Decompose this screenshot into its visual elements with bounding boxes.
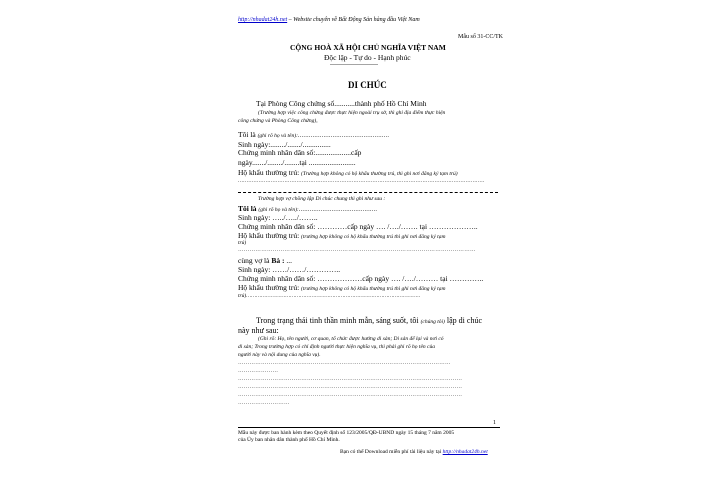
husband-address-label: Hộ khẩu thường trú: bbox=[238, 231, 300, 240]
husband-address-note-2: trú) bbox=[238, 240, 247, 246]
national-title: CỘNG HOÀ XÃ HỘI CHỦ NGHĨA VIỆT NAM bbox=[290, 43, 446, 52]
person-address-note: (Trường hợp không có hộ khẩu thường trú, thì ghi nơi đăng ký tạm trú) bbox=[301, 171, 458, 177]
footer-rule bbox=[238, 427, 500, 428]
person-name-note: (ghi rõ họ và tên): bbox=[257, 133, 298, 139]
wife-address-dots: trú)…………………………………………………………………………………………… bbox=[238, 293, 418, 299]
husband-name-label: Tôi là bbox=[238, 204, 257, 213]
will-intro-note: (chúng tôi) bbox=[420, 319, 445, 325]
will-dots-6: ……………………… bbox=[238, 400, 290, 406]
wife-birth: Sinh ngày: ……/……/………….. bbox=[238, 265, 341, 274]
spouse-dots: ... bbox=[284, 256, 292, 265]
download-link[interactable]: http://nhadat24h.net bbox=[442, 449, 488, 455]
spouse-name: Bà : bbox=[271, 256, 285, 265]
will-intro-text: Trong trạng thái tinh thần minh mẫn, sáng suốt, tôi bbox=[256, 316, 419, 325]
will-dots-3: ……………………………………………………………………………………………………… bbox=[238, 376, 463, 382]
will-intro-line bbox=[256, 316, 482, 325]
will-note-3: người này và nội dung của nghĩa vụ). bbox=[238, 352, 321, 358]
section-divider bbox=[238, 192, 498, 193]
wife-address-label: Hộ khẩu thường trú: bbox=[238, 283, 300, 292]
wife-address-line bbox=[238, 283, 445, 292]
will-dots-5: ……………………………………………………………………………………………………… bbox=[238, 392, 463, 398]
person-birth: Sinh ngày:......../......./............... bbox=[238, 140, 331, 149]
person-address-dots: ............................................................................................................................................... bbox=[238, 178, 485, 184]
download-line bbox=[340, 449, 488, 455]
header-tagline: – Website chuyên về Bất Động Sản hàng đầu Việt Nam bbox=[287, 17, 420, 23]
site-header bbox=[238, 17, 420, 23]
person-id-line: Chứng minh nhân dân số:...................cấp bbox=[238, 148, 362, 157]
husband-address-note: (trường hợp không có hộ khẩu thường trú thì ghi nơi đăng ký tạm bbox=[301, 234, 446, 240]
motto-rule: ------------------------ bbox=[330, 62, 378, 68]
will-intro-end: lập di chúc bbox=[446, 316, 482, 325]
will-dots-2: ………………… bbox=[238, 368, 279, 374]
spouse-line bbox=[238, 256, 292, 265]
header-link[interactable]: http://nhadat24h.net bbox=[238, 17, 288, 23]
intro-line: Tại Phòng Công chứng số...........thành phố Hồ Chí Minh bbox=[256, 99, 427, 108]
will-dots-4: ……………………………………………………………………………………………………… bbox=[238, 384, 463, 390]
document-title: DI CHÚC bbox=[348, 80, 387, 90]
will-note-1: (Ghi rõ: Họ, tên người, cơ quan, tổ chức được hưởng di sản; Di sản để lại và nơi có bbox=[258, 336, 444, 342]
footer-note-1: Mẫu này được ban hành kèm theo Quyết định số 123/2005/QĐ-UBND ngày 15 tháng 7 năm 2005 bbox=[238, 430, 455, 436]
form-number: Mẫu số 31-CC/TK bbox=[458, 34, 503, 40]
spouse-label: cùng vợ là bbox=[238, 256, 270, 265]
person-name-line bbox=[238, 130, 389, 139]
person-address-label: Hộ khẩu thường trú: bbox=[238, 168, 300, 177]
wife-address-note: (trường hợp không có hộ khẩu thường trú thì ghi nơi đăng ký tạm bbox=[301, 286, 446, 292]
national-motto: Độc lập - Tự do - Hạnh phúc bbox=[324, 53, 411, 62]
intro-note-2: công chứng và Phòng Công chứng), bbox=[238, 118, 318, 124]
person-name-label: Tôi là bbox=[238, 130, 256, 139]
husband-name-note: (ghi rõ họ và tên): bbox=[258, 207, 299, 213]
footer-note-2: của Ủy ban nhân dân thành phố Hồ Chí Minh. bbox=[238, 437, 340, 443]
husband-id-line: Chứng minh nhân dân số: …………cấp ngày …. /…./……. tại ……………….. bbox=[238, 222, 478, 231]
husband-birth: Sinh ngày: …../…../…….. bbox=[238, 213, 318, 222]
husband-address-line bbox=[238, 231, 445, 240]
wife-id-line: Chứng minh nhân dân số: ………………cấp ngày …. /…./……… tại ………….. bbox=[238, 274, 484, 283]
will-note-2: di sản; Trong trường hợp có chỉ định người thực hiện nghĩa vụ, thì phải ghi rõ họ tên của bbox=[238, 344, 435, 350]
husband-name-line bbox=[238, 204, 377, 213]
couple-note: Trường hợp vợ chồng lập Di chúc chung thì ghi như sau : bbox=[258, 196, 386, 202]
intro-note-1: (Trường hợp việc công chứng được thực hiện ngoài trụ sở, thì ghi địa điểm thực hiện bbox=[258, 110, 446, 116]
person-address-line bbox=[238, 168, 458, 177]
wife-address-note-2 bbox=[238, 293, 420, 299]
wife-address-tail: .. bbox=[417, 293, 421, 299]
husband-name-dots: ........................................... bbox=[298, 206, 378, 213]
will-intro-line-2: này như sau: bbox=[238, 326, 279, 335]
husband-address-dots: …………………………………………………………………………………………………………… bbox=[238, 247, 476, 253]
will-dots-1: ………………………………………………………………………………………………… bbox=[238, 360, 451, 366]
person-id-date: ngày......./......../........tại ......................... bbox=[238, 158, 356, 167]
person-name-dots: .................................................. bbox=[297, 132, 390, 139]
download-text: Bạn có thể Download miễn phí tài liệu này tại bbox=[340, 449, 443, 455]
page-number: 1 bbox=[493, 420, 496, 426]
